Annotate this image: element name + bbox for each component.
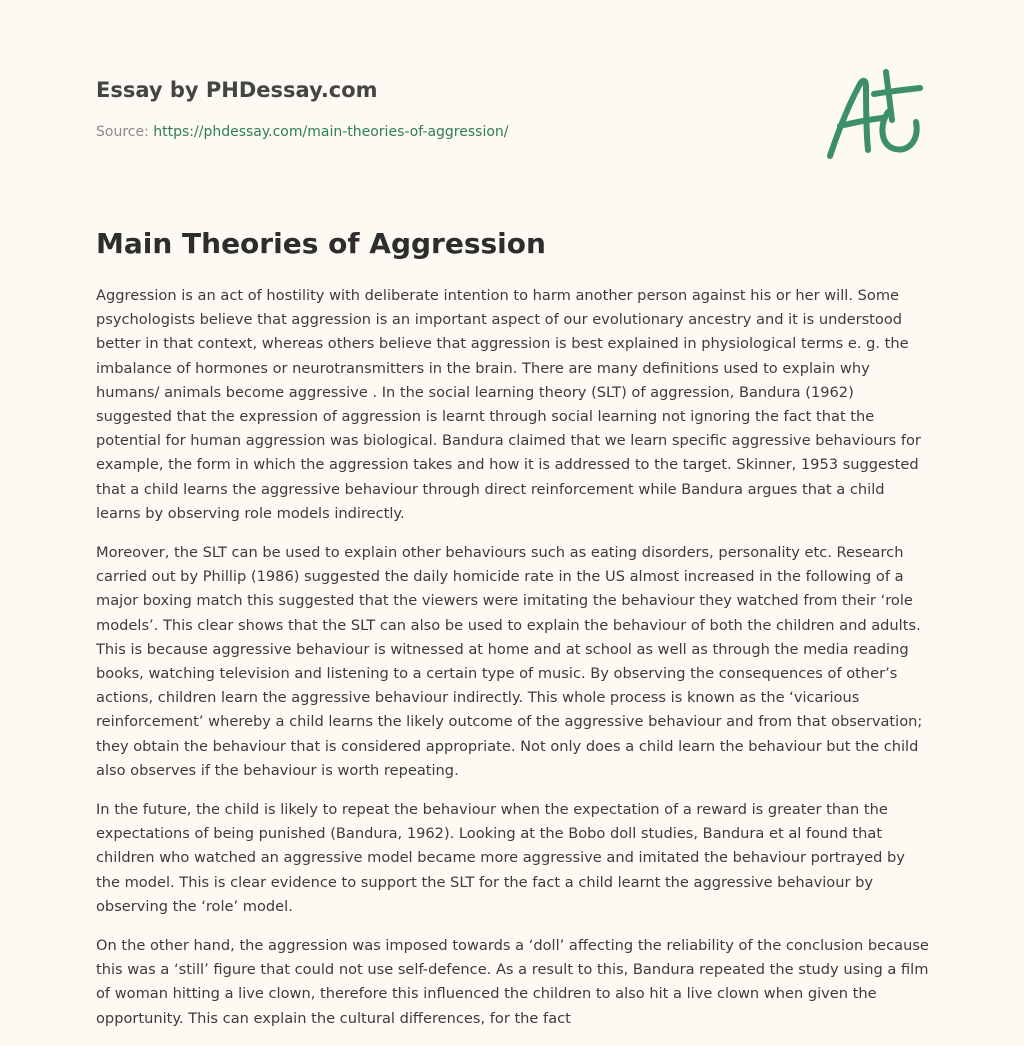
- paragraph: Moreover, the SLT can be used to explain other behaviours such as eating disorders, personality etc. Research carried out by Phillip (1986) suggested the daily homicide rate in the US almost increased in the following of a major boxing match this suggested that the viewers were imitating the behaviour they watched from their ‘role models’. This clear shows that the SLT can also be used to explain the behaviour of both the children and adults. This is because aggressive behaviour is witnessed at home and at school as well as through the media reading books, watching television and listening to a certain type of music. By observing the consequences of other’s actions, children learn the aggressive behaviour indirectly. This whole process is known as the ‘vicarious reinforcement’ whereby a child learns the likely outcome of the aggressive behaviour and from that observation; they obtain the behaviour that is considered appropriate. Not only does a child learn the behaviour but the child also observes if the behaviour is worth repeating.: [96, 544, 923, 779]
- paragraph: In the future, the child is likely to repeat the behaviour when the expectation of a reward is greater than the expectations of being punished (Bandura, 1962). Looking at the Bobo doll studies, Bandura et al found that children who watched an aggressive model became more aggressive and imitated the behaviour portrayed by the model. This is clear evidence to support the SLT for the fact a child learnt the aggressive behaviour by observing the ‘role’ model.: [96, 801, 905, 915]
- source-label: Source:: [96, 124, 154, 140]
- source-link[interactable]: https://phdessay.com/main-theories-of-aggression/: [153, 124, 509, 140]
- source-line: [96, 122, 796, 142]
- document-header: [96, 76, 796, 142]
- site-brand: Essay by PHDessay.com: [96, 78, 378, 102]
- article-title: Main Theories of Aggression: [96, 227, 546, 260]
- paragraph: Aggression is an act of hostility with deliberate intention to harm another person against his or her will. Some psychologists believe that aggression is an important aspect of our evolutionary ancestry and it is understood better in that context, whereas others believe that aggression is best explained in physiological terms e. g. the imbalance of hormones or neurotransmitters in the brain. There are many definitions used to explain why humans/ animals become aggressive . In the social learning theory (SLT) of aggression, Bandura (1962) suggested that the expression of aggression is learnt through social learning not ignoring the fact that the potential for human aggression was biological. Bandura claimed that we learn specific aggressive behaviours for example, the form in which the aggression takes and how it is addressed to the target. Skinner, 1953 suggested that a child learns the aggressive behaviour through direct reinforcement while Bandura argues that a child learns by observing role models indirectly.: [96, 287, 921, 522]
- paragraph: On the other hand, the aggression was imposed towards a ‘doll’ affecting the reliability of the conclusion because this was a ‘still’ figure that could not use self-defence. As a result to this, Bandura repeated the study using a film of woman hitting a live clown, therefore this influenced the children to also hit a live clown when given the opportunity. This can explain the cultural differences, for the fact: [96, 937, 929, 1027]
- article-body: [96, 284, 932, 1046]
- a-plus-logo-icon: [822, 68, 926, 164]
